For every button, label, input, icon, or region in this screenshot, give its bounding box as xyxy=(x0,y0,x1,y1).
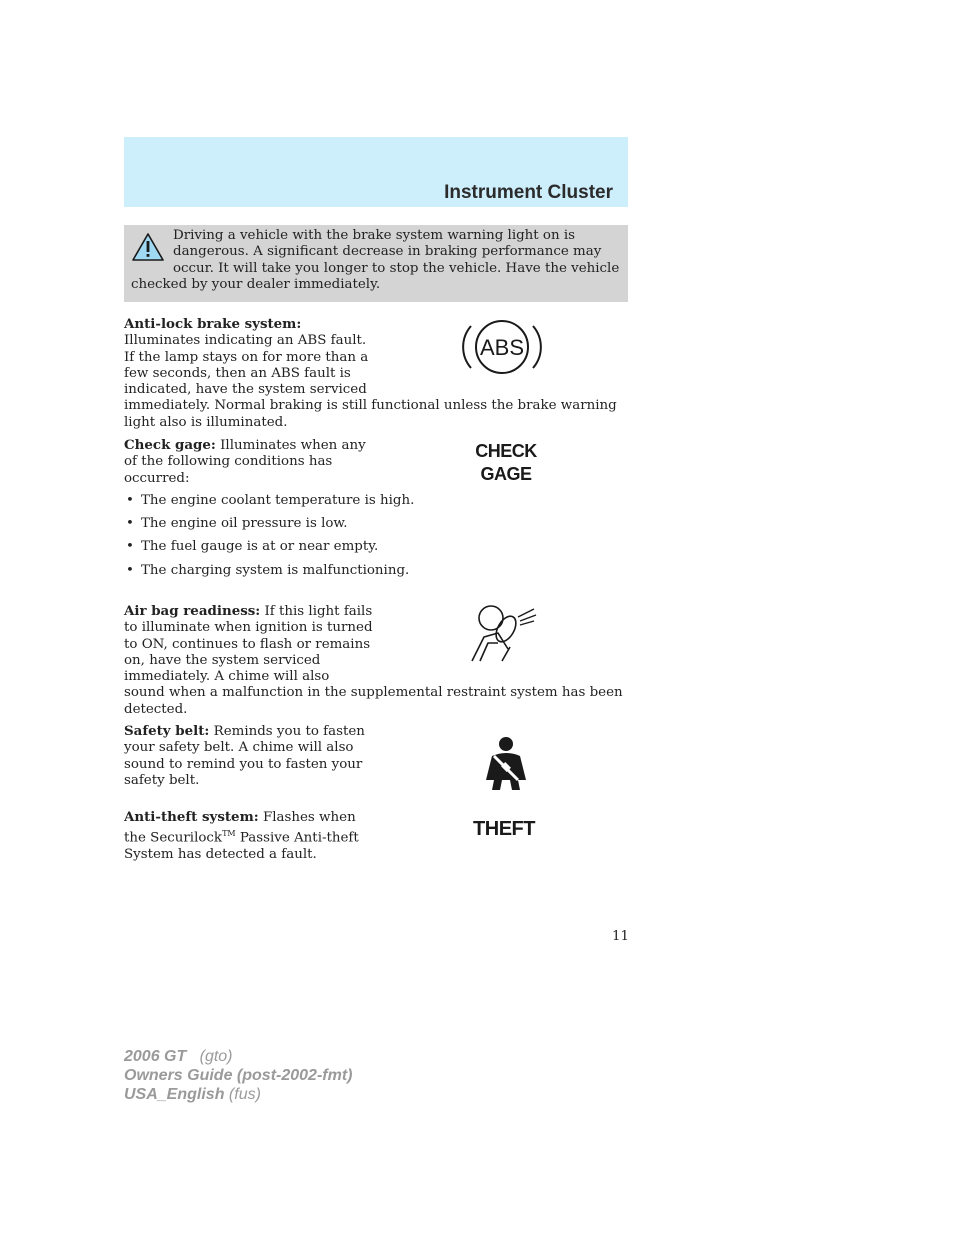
document-footer xyxy=(124,1047,352,1104)
check-gage-warning-icon: CHECK GAGE xyxy=(475,441,537,484)
anti-theft-body-part1: Flashes when the Securilock xyxy=(124,810,356,846)
footer-model: 2006 GT xyxy=(124,1048,187,1065)
abs-body-narrow: Illuminates indicating an ABS fault. If the lamp stays on for more than a few seconds, then an ABS fault is indicated, have the system serviced xyxy=(124,333,369,398)
list-item: • The engine coolant temperature is high. xyxy=(126,492,415,508)
warning-box xyxy=(124,225,628,302)
check-gage-body: Illuminates when any of the following conditions has occurred: xyxy=(124,438,366,486)
anti-theft-section xyxy=(124,809,628,863)
section-header-band xyxy=(124,137,628,207)
list-item: • The charging system is malfunctioning. xyxy=(126,562,410,578)
footer-model-code: (gto) xyxy=(199,1048,233,1065)
warning-triangle-icon xyxy=(131,232,165,262)
abs-warning-icon xyxy=(462,316,542,378)
abs-icon-label: ABS xyxy=(479,335,525,360)
air-bag-section xyxy=(124,603,628,718)
safety-belt-icon xyxy=(482,736,530,792)
section-title: Instrument Cluster xyxy=(444,182,613,203)
air-bag-body-wide: sound when a malfunction in the supplemental restraint system has been detected. xyxy=(124,685,623,717)
check-gage-conditions-list xyxy=(124,493,628,579)
anti-theft-body-part2: Passive Anti-theft System has detected a fault. xyxy=(124,830,359,863)
air-bag-icon xyxy=(468,603,538,665)
abs-body-wide: immediately. Normal braking is still functional unless the brake warning light also is illuminated. xyxy=(124,398,617,430)
safety-belt-section xyxy=(124,723,628,789)
footer-guide: Owners Guide (post-2002-fmt) xyxy=(124,1067,353,1084)
safety-belt-body: Reminds you to fasten your safety belt. A chime will also sound to remind you to fasten your safety belt. xyxy=(124,724,365,788)
air-bag-body-narrow: If this light fails to illuminate when ignition is turned to ON, continues to flash or remains on, have the system serviced immediately. A chime will also xyxy=(124,604,373,685)
theft-warning-icon: THEFT xyxy=(473,818,535,840)
trademark-mark: TM xyxy=(222,829,236,839)
warning-text: Driving a vehicle with the brake system warning light on is dangerous. A significant decrease in braking performance may occur. It will take you longer to stop the vehicle. Have the vehicle checked by your dealer immediately. xyxy=(131,228,620,292)
page-number: 11 xyxy=(612,929,630,944)
check-gage-heading: Check gage: xyxy=(124,437,216,453)
abs-section xyxy=(124,316,628,431)
footer-language: USA_English xyxy=(124,1086,225,1103)
safety-belt-heading: Safety belt: xyxy=(124,723,210,739)
list-item: • The engine oil pressure is low. xyxy=(126,516,348,532)
abs-heading: Anti-lock brake system: xyxy=(124,316,302,332)
footer-language-code: (fus) xyxy=(228,1086,261,1103)
list-item: • The fuel gauge is at or near empty. xyxy=(126,539,379,555)
air-bag-heading: Air bag readiness: xyxy=(124,603,261,619)
anti-theft-heading: Anti-theft system: xyxy=(124,809,259,825)
